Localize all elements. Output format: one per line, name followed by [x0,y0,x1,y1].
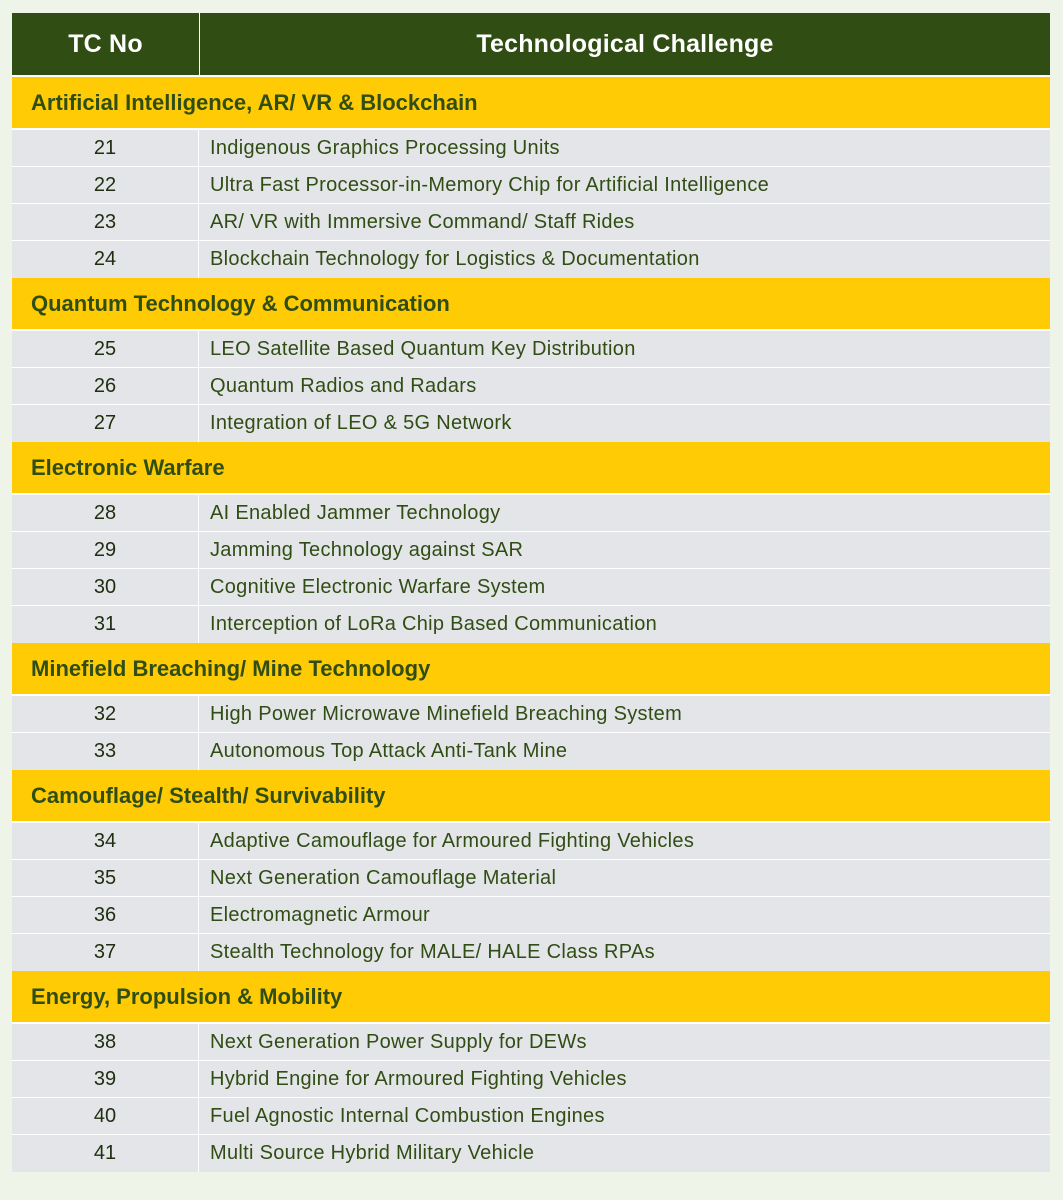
table-row [12,860,1050,897]
tc-number-cell: 24 [12,241,199,278]
tc-number-cell: 31 [12,606,199,643]
section-title: Artificial Intelligence, AR/ VR & Blockchain [12,77,1050,130]
section-block [12,971,1050,1172]
challenge-cell: Cognitive Electronic Warfare System [210,575,546,598]
table-row [12,1098,1050,1135]
challenge-cell: AR/ VR with Immersive Command/ Staff Rides [210,210,635,233]
tc-number-cell: 37 [12,934,199,971]
challenge-cell: Interception of LoRa Chip Based Communication [210,613,658,635]
section-block [12,442,1050,643]
challenge-cell: High Power Microwave Minefield Breaching System [210,702,683,725]
tc-number-cell: 39 [12,1061,199,1097]
section-title: Camouflage/ Stealth/ Survivability [12,770,1050,823]
table-row [12,167,1050,204]
table-row [12,897,1050,934]
table-row [12,241,1050,278]
header-tc-no: TC No [12,13,200,75]
table-row [12,696,1050,733]
section-block [12,278,1050,442]
table-row [12,405,1050,442]
tc-number-cell: 26 [12,368,199,404]
table-row [12,532,1050,569]
challenge-cell: Fuel Agnostic Internal Combustion Engines [210,1104,605,1127]
table-row [12,606,1050,643]
table-row [12,934,1050,971]
table-row [12,1061,1050,1098]
challenge-cell: Hybrid Engine for Armoured Fighting Vehicles [210,1067,627,1090]
header-technological-challenge: Technological Challenge [476,29,774,58]
challenge-cell: Jamming Technology against SAR [210,538,524,561]
table-row [12,331,1050,368]
challenge-cell: Multi Source Hybrid Military Vehicle [210,1142,535,1164]
table-row [12,823,1050,860]
table-row [12,1135,1050,1172]
table-header-row [12,13,1050,77]
tc-number-cell: 41 [12,1135,199,1172]
challenge-cell: Quantum Radios and Radars [210,374,477,397]
tc-number-cell: 25 [12,331,199,367]
tc-number-cell: 27 [12,405,199,442]
challenges-table [12,13,1050,1172]
tc-number-cell: 28 [12,495,199,531]
challenge-cell: Next Generation Power Supply for DEWs [210,1030,587,1053]
table-row [12,204,1050,241]
tc-number-cell: 22 [12,167,199,203]
tc-number-cell: 40 [12,1098,199,1134]
challenge-cell: Ultra Fast Processor-in-Memory Chip for Artificial Intelligence [210,173,770,196]
table-body [12,77,1050,1172]
table-row [12,130,1050,167]
challenge-cell: Autonomous Top Attack Anti-Tank Mine [210,740,568,762]
table-row [12,1024,1050,1061]
challenge-cell: Next Generation Camouflage Material [210,866,557,889]
challenge-cell: Stealth Technology for MALE/ HALE Class RPAs [210,941,655,963]
tc-number-cell: 21 [12,130,199,166]
challenge-cell: Electromagnetic Armour [210,903,431,926]
section-title: Quantum Technology & Communication [12,278,1050,331]
tc-number-cell: 23 [12,204,199,240]
challenge-cell: Indigenous Graphics Processing Units [210,136,560,159]
challenge-cell: LEO Satellite Based Quantum Key Distribution [210,337,636,360]
tc-number-cell: 35 [12,860,199,896]
section-block [12,643,1050,770]
section-title: Minefield Breaching/ Mine Technology [12,643,1050,696]
challenge-cell: Integration of LEO & 5G Network [210,412,512,434]
table-row [12,368,1050,405]
tc-number-cell: 30 [12,569,199,605]
tc-number-cell: 34 [12,823,199,859]
tc-number-cell: 33 [12,733,199,770]
tc-number-cell: 38 [12,1024,199,1060]
challenge-cell: AI Enabled Jammer Technology [210,501,501,524]
challenge-cell: Blockchain Technology for Logistics & Documentation [210,248,700,270]
challenge-cell: Adaptive Camouflage for Armoured Fighting Vehicles [210,829,695,852]
tc-number-cell: 32 [12,696,199,732]
table-row [12,495,1050,532]
section-title: Energy, Propulsion & Mobility [12,971,1050,1024]
section-title: Electronic Warfare [12,442,1050,495]
tc-number-cell: 29 [12,532,199,568]
table-row [12,569,1050,606]
section-block [12,770,1050,971]
section-block [12,77,1050,278]
table-row [12,733,1050,770]
tc-number-cell: 36 [12,897,199,933]
